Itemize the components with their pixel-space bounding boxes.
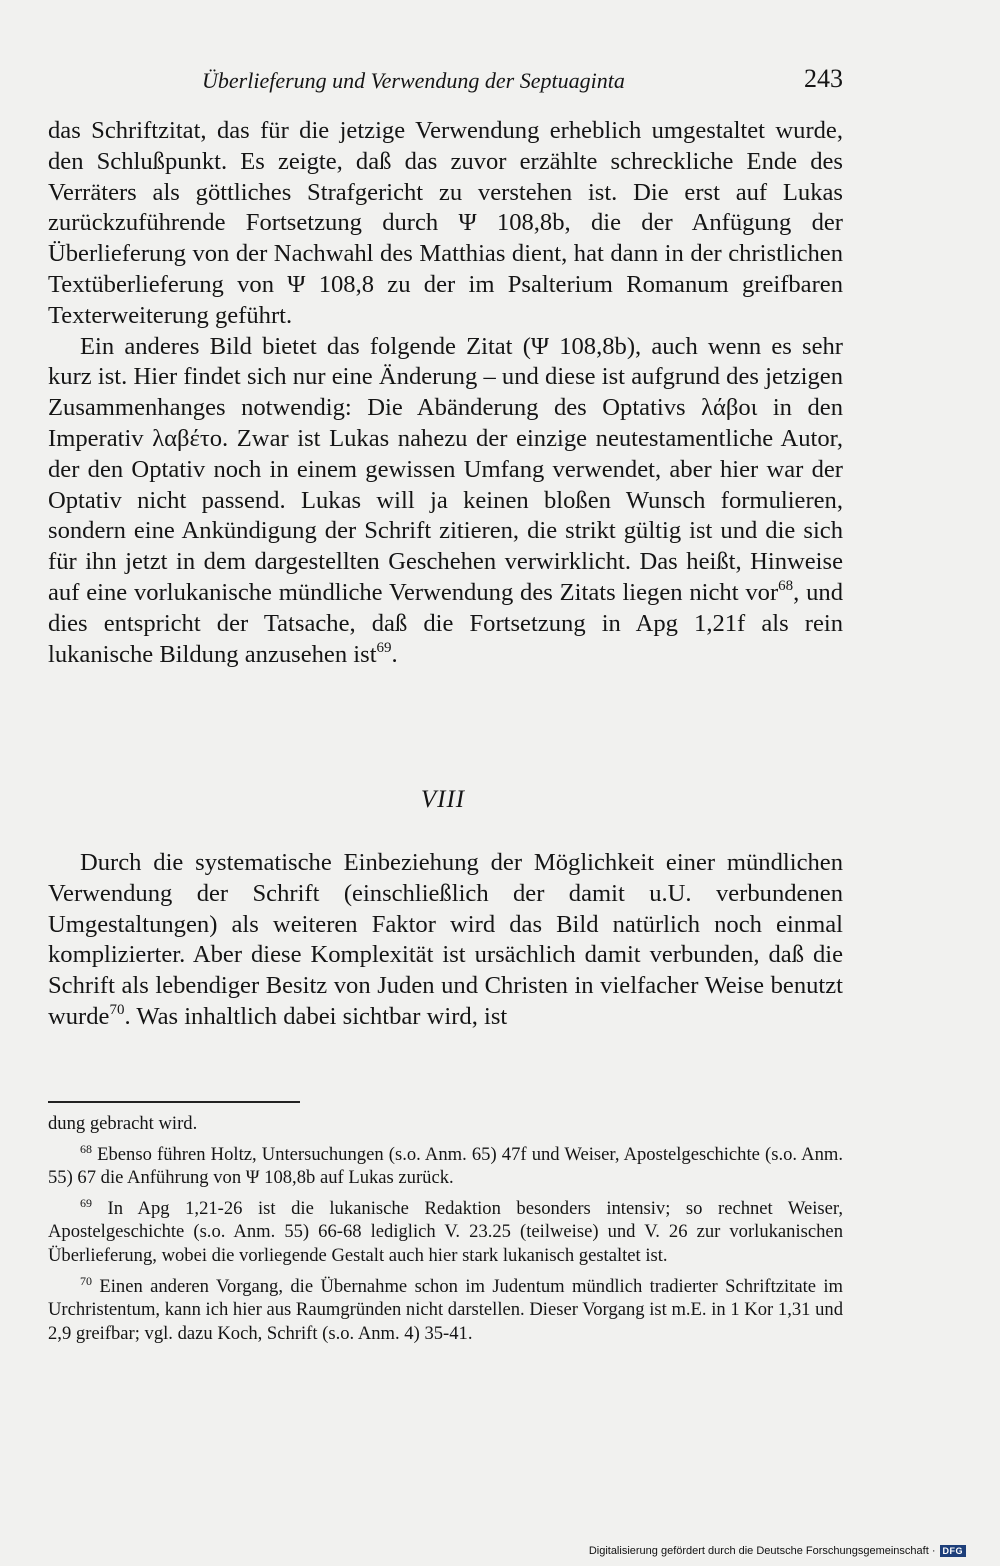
footnote-continuation: dung gebracht wird. bbox=[48, 1113, 198, 1134]
footnote-70 bbox=[48, 1275, 843, 1346]
paragraph-1: das Schriftzitat, das für die jetzige Verwendung erheblich umgestaltet wurde, den Schlußpunkt. Es zeigte, daß das zuvor erzählte schreckliche Ende des Verräters als göttliches Strafgericht zu verstehen ist. Die erst auf Lukas zurückzuführende Fortsetzung durch Ψ 108,8b, die der Anfügung der Überlieferung von der Nachwahl des Matthias dient, hat dann in der christlichen Textüberlieferung von Ψ 108,8 zu der im Psalterium Romanum greifbaren Texterweiterung geführt. bbox=[48, 117, 843, 329]
footnote-70-text: Einen anderen Vorgang, die Übernahme schon im Judentum mündlich tradierter Schriftzitate im Urchristentum, kann ich hier aus Raumgründen nicht darstellen. Dieser Vorgang ist m.E. in 1 Kor 1,31 und 2,9 greifbar; vgl. dazu Koch, Schrift (s.o. Anm. 4) 35-41. bbox=[48, 1275, 843, 1344]
section-heading bbox=[0, 786, 1000, 814]
footnote-69 bbox=[48, 1197, 843, 1268]
paragraph-3-text: Durch die systematische Einbeziehung der Möglichkeit einer mündlichen Verwendung der Schrift (einschließlich der damit u.U. verbundenen Umgestaltungen) als weiteren Faktor wird das Bild natürlich noch einmal komplizierter. Aber diese Komplexität ist ursächlich damit verbunden, daß die Schrift als lebendiger Besitz von Juden und Christen in vielfacher Weise benutzt wurde bbox=[48, 849, 843, 1030]
paragraph-3 bbox=[48, 848, 843, 1033]
main-text-upper bbox=[48, 116, 843, 670]
footnote-69-text: In Apg 1,21-26 ist die lukanische Redaktion besonders intensiv; so rechnet Weiser, Apostelgeschichte (s.o. Anm. 55) 66-68 lediglich V. 23.25 (teilweise) und V. 26 zur vorlukanischen Überlieferung, wobei die vorliegende Gestalt auch hier stark lukanisch gestaltet ist. bbox=[48, 1197, 843, 1266]
section-heading-label: VIII bbox=[420, 786, 466, 813]
footnote-68-number: 68 bbox=[80, 1141, 92, 1156]
footnotes bbox=[48, 1112, 843, 1352]
footnote-ref-68[interactable]: 68 bbox=[778, 577, 794, 594]
page-number: 243 bbox=[804, 64, 843, 93]
footnote-68-text: Ebenso führen Holtz, Untersuchungen (s.o. Anm. 65) 47f und Weiser, Apostelgeschichte (s.o. Anm. 55) 67 die Anführung von Ψ 108,8b auf Lukas zurück. bbox=[48, 1143, 843, 1189]
main-text-lower bbox=[48, 848, 843, 1033]
credit-text: Digitalisierung gefördert durch die Deutsche Forschungsgemeinschaft · bbox=[588, 1545, 936, 1557]
footnote-divider bbox=[48, 1101, 300, 1103]
paragraph-2-text-b: , und dies entspricht der Tatsache, daß die Fortsetzung in Apg 1,21f als rein lukanische Bildung anzusehen ist bbox=[48, 578, 844, 668]
digitization-credit bbox=[589, 1545, 966, 1557]
paragraph-2 bbox=[48, 332, 843, 671]
footnote-68 bbox=[48, 1143, 843, 1190]
paragraph-2-text-c: . bbox=[391, 640, 398, 668]
paragraph-3-text-b: . Was inhaltlich dabei sichtbar wird, ist bbox=[124, 1002, 508, 1030]
dfg-logo-icon: DFG bbox=[940, 1545, 967, 1557]
footnote-69-number: 69 bbox=[80, 1195, 92, 1210]
footnote-ref-70[interactable]: 70 bbox=[109, 1001, 125, 1018]
running-title: Überlieferung und Verwendung der Septuaginta bbox=[202, 68, 625, 93]
footnote-70-number: 70 bbox=[80, 1273, 92, 1288]
page-header bbox=[48, 64, 843, 104]
footnote-ref-69[interactable]: 69 bbox=[376, 639, 392, 656]
paragraph-2-text: Ein anderes Bild bietet das folgende Zitat (Ψ 108,8b), auch wenn es sehr kurz ist. Hier findet sich nur eine Änderung – und diese ist aufgrund des jetzigen Zusammenhanges notwendig: Die Abänderung des Optativs λάβοι in den Imperativ λαβέτο. Zwar ist Lukas nahezu der einzige neutestamentliche Autor, der den Optativ noch in einem gewissen Umfang verwendet, aber hier war der Optativ nicht passend. Lukas will ja keinen bloßen Wunsch formulieren, sondern eine Ankündigung der Schrift zitieren, die strikt gültig ist und die sich für ihn jetzt in dem dargestellten Geschehen verwirklicht. Das heißt, Hinweise auf eine vorlukanische mündliche Verwendung des Zitats liegen nicht vor bbox=[48, 332, 843, 606]
